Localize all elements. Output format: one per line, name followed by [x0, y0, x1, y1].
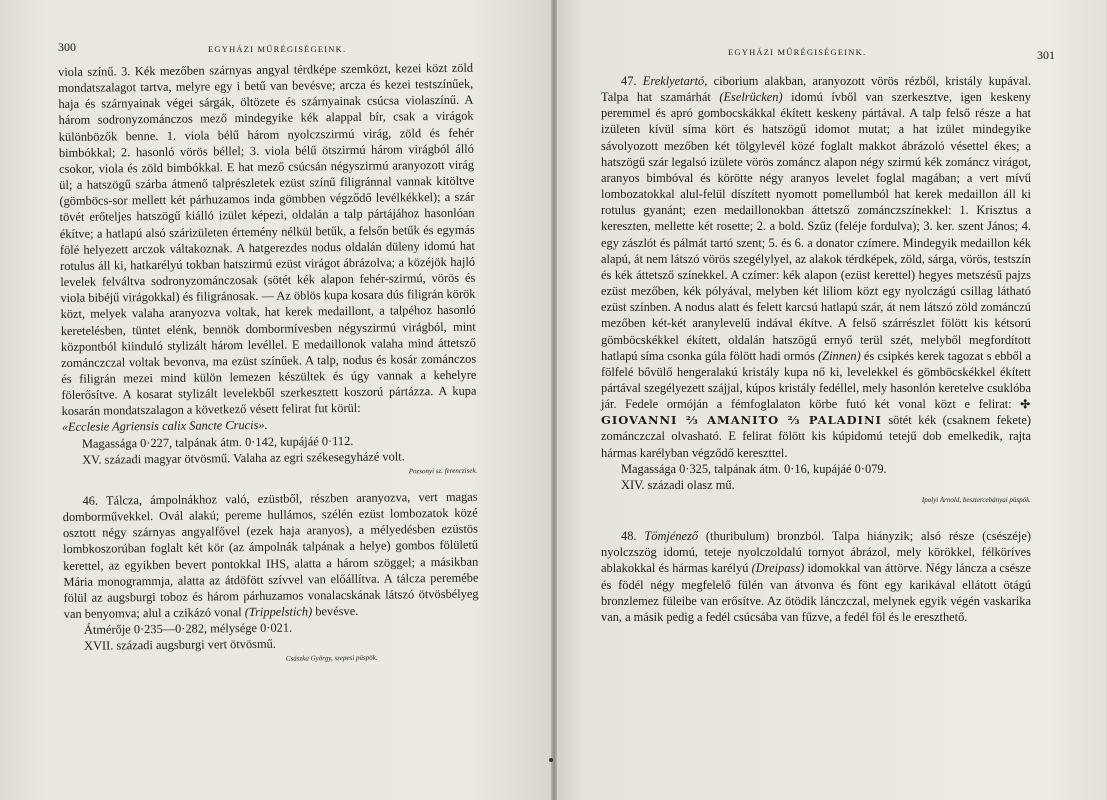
- item-47-owner: Ipolyi Arnold, besztercebányai püspök.: [921, 496, 1031, 505]
- item-45-continuation: viola színű. 3. Kék mezőben szárnyas angyal térdképe szemközt, kezei közt zöld mondatszalagot tartva, melyre egy i betű van bevésve; arcza és kezei testszínűek, haja és szárnyainak végei sárgák, öltözete és szárnyainak csúcsa violaszínű. A három sodronyzománczos mező mindegyike kék alappal bír, csak a virágok különbözők benne. 1. viola bélű három nyolczszirmú virág, zöld és fehér bimbókkal; 2. hasonló vörös béllel; 3. viola bélű ötszirmú három virágból álló csokor, viola és zöld bimbókkal. E hat mező csúcsán négyszirmú aranyozott virág ül; a hatszögű szárba átmenő talprészletek ezüst színű filigránnal vannak kitöltve (gömböcs-sor mellett két párhuzamos inda gömbben végződő levélkékkel); a szár tövét erőteljes hatszögű kiálló izület képezi, oldalán a talp pártájához hasonlóan ékítve; a hatlapú alsó szárizületen értemény nélkül betűk, a felsőn betűk és egymás fölé helyezett arczok váltakoznak. A hatgerezdes nodus oldalán düleny idomú hat rotulus áll ki, hatkarélyú tokban hatszirmú ezüst virágot ábrázolva; a közéjök hajló levelek felváltva sodronyzománczosak (sötét kék alapon fehér-szirmú, vörös és viola bibéjű virágokkal) és filigránosak. — Az öblös kupa kosara dús filigrán körök közt, melyek valaha aranyozva voltak, hat kerek medaillont, a talpéhoz hasonló keretelésben, tüntet elénk, bennök dombormívesben négyszirmú virágból, mint központból kiinduló stylizált három levéllel. E medaillonok valaha mind áttetsző zománczczal voltak bevonva, ma ezüst színűek. A talp, nodus és kosár zománczos és filigrán mezei mind külön lemezen készültek és úgy vannak a kehelyre fölerősítve. A kosarat stylizált levelekből szerkesztett koszorú pártázza. A kupa kosarán mondatszalagon a következő vésett felirat fut körül:: [58, 60, 477, 419]
- page-number-right: 301: [1037, 48, 1055, 62]
- running-header-left: EGYHÁZI MŰRÉGISÉGEINK.: [208, 44, 347, 54]
- right-text-column: [601, 73, 1031, 625]
- item-47-title: Ereklyetartó: [642, 74, 705, 88]
- book-gutter: [551, 0, 557, 800]
- item-46-owner: Császka György, szepesi püspök.: [285, 654, 378, 664]
- item-47-paragraph: 47. Ereklyetartó, ciborium alakban, aranyozott vörös rézből, kristály kupával. Talpa hat szamárhát (Eselrücken) idomú ívből van szerkesztve, igen keskeny peremmel és apró gombocskákkal ékített keskeny pártával. A talp felső része a hat izületen kívül síma kört és hatszögű idomot mutat; a hat izület mindegyike sávolyozott mezőben két tölgylevél közé foglalt makkot ábrázoló vésettel ékes; a hatszögű szár legalsó izülete vörös zománcz alapon négy szirmú kék zománcz virágot, aranyos bimbóval és körötte négy aranyos levelet foglal magában; a vert mívű lombozatokkal alul-felül díszített nyomott pomellumból hat kerek medaillon áll ki rotulus gyanánt; ezen medaillonokban áttetsző zománczszínekkel: 1. Krisztus a kereszten, mellette két rosette; 2. a bold. Szűz (feléje fordulva); 3. ker. szent János; 4. egy zászlót és pálmát tartó szent; 5. és 6. a donator czímere. Mindegyik medaillon kék alapú, át nem látszó vörös szegélylyel, az alakok térdképek, zöld, sárga, vörös, testszín és kék áttetsző színekkel. A czímer: kék alapon (ezüst kerettel) hegyes metszésű pajzs ezüst mezőben, kék pólyával, melyben két liliom közt egy nyolczágú csillag látható ezüst színben. A nodus alatt és felett karcsú hatlapú szár, át nem látszó zöld zománczú mezőben két-két aranylevelű indával ékítve. A felső szárrészlet fölött kis kétsorú gömböcskékkel ékített, oldalán hatszögű ernyő terül szét, melyből megfordított hatlapú síma csonka gúla fölött hadi ormós (Zinnen) és csipkés kerek tagozat s ebből a fölfelé bővülő hengeralakú kristály kupa nő ki, levelekkel és gömböcskékkel ékített pártával szegélyezett szájjal, kúpos kristály fedéllel, mely hasonlón keretelve csuklóba jár. Fedele ormóján a fémfoglalaton körbe futó két vonal közt e felirat: ✣ GIOVANNI ⅔ AMANITO ⅔ PALADINI sötét kék (csaknem fekete) zománczczal olvasható. E felirat fölött kis kúpidomú tetejű dob emelkedik, rajta hármas karélyban végződő kereszttel.: [601, 74, 1031, 460]
- left-text-column: [58, 60, 479, 668]
- item-46-dimensions: Átmérője 0·235—0·282, mélysége 0·021.: [83, 620, 293, 637]
- item-47-dimensions: Magassága 0·325, talpának átm. 0·16, kupájáé 0·079.: [621, 461, 887, 476]
- item-47-origin: XIV. századi olasz mű.: [621, 477, 735, 492]
- item-45-dimensions: Magassága 0·227, talpának átm. 0·142, kupájáé 0·112.: [81, 433, 354, 451]
- running-header-right: EGYHÁZI MŰRÉGISÉGEINK.: [728, 47, 867, 57]
- item-46-origin: XVII. századi augsburgi vert ötvösmű.: [84, 637, 276, 654]
- left-page: [0, 0, 553, 800]
- right-page: [553, 0, 1106, 800]
- item-45-origin: XV. századi magyar ötvösmű. Valaha az egri székesegyházé volt.: [82, 449, 405, 467]
- item-48-title: Tömjénező: [644, 529, 699, 544]
- item-45-owner: Pozsonyi sz. ferenczisek.: [408, 466, 478, 476]
- item-46-paragraph: 46. Tálcza, ámpolnákhoz való, ezüstből, részben aranyozva, vert magas domborművekkel. Ovál alakú; pereme hullámos, szélén ezüst lombozatok közé osztott négy szárnyas angyalfővel (ezek haja aranyos), a mélyedésben ezüstös lombkoszorúban foglalt két kör (az ámpolnák talpának a helye) gombos fölületű kerettel, az egyikben bevert pontokkal IHS, alatta a három szöggel; a másikban Mária monogrammja, alatta az átdöfött szívvel van előállítva. A tálcza peremébe fölül az augsburgi toboz és három párhuzamos vonalacskának látszó ötvösbélyeg van benyomva; alul a czikázó vonal (Trippelstich) bevésve.: [62, 489, 479, 621]
- item-46-term: (Trippelstich): [244, 604, 313, 620]
- item-48-paragraph: 48. Tömjénező (thuribulum) bronzból. Talpa hiányzik; alsó része (csészéje) nyolczszög idomú, teteje nyolczoldalú tornyot ábrázol, mely körökkel, félköríves ablakokkal és hármas karélyú (Dreipass) idomokkal van áttörve. Négy láncza a csésze és födél négy megfelelő fülén van átvonva és fönt egy karikával ellátott ötágú bronzlemez füleibe van erősítve. Az ötödik lánczczal, melynek egyik végén vaskarika van, a másik pedig a fedél csúcsába van fűzve, a fedél föl és le ereszthető.: [601, 529, 1032, 624]
- binding-mark: [549, 758, 553, 762]
- item-47-inscription: ✣ GIOVANNI ⅔ AMANITO ⅔ PALADINI: [601, 397, 1031, 428]
- inscription-text: «Ecclesie Agriensis calix Sancte Crucis».: [61, 418, 268, 435]
- page-number-left: 300: [58, 40, 76, 54]
